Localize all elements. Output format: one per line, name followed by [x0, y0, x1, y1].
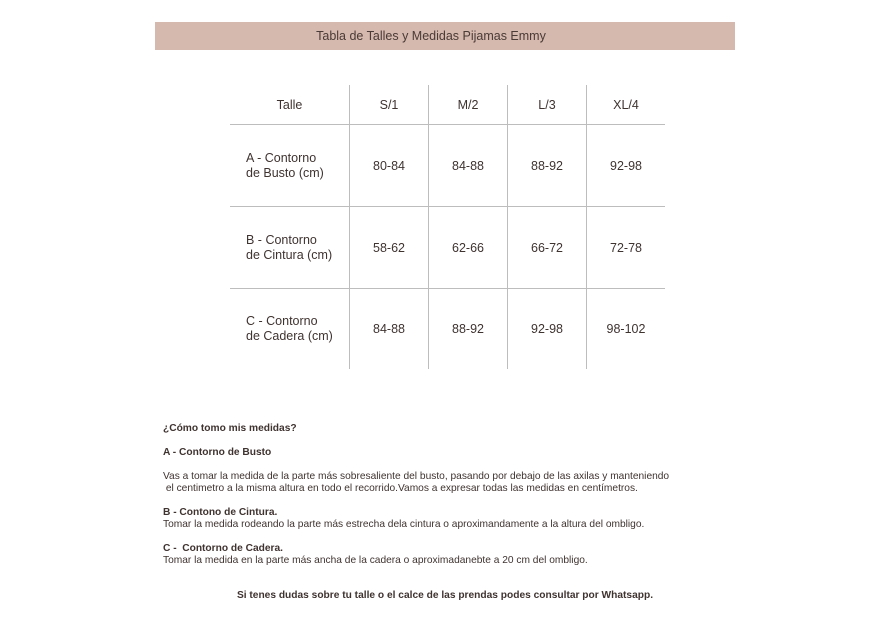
table-cell: 92-98 [587, 125, 666, 207]
row-label-line: de Cintura (cm) [246, 247, 333, 262]
row-label-cintura [230, 207, 350, 289]
table-cell: 66-72 [508, 207, 587, 289]
section-b-title: B - Contono de Cintura. [163, 507, 278, 518]
section-a-text-line1: Vas a tomar la medida de la parte más sobresaliente del busto, pasando por debajo de las axilas y manteniendo [163, 471, 670, 482]
table-cell: 72-78 [587, 207, 666, 289]
table-cell: 80-84 [350, 125, 429, 207]
table-row [230, 207, 665, 289]
table-cell: 92-98 [508, 289, 587, 370]
header-s1: S/1 [350, 85, 429, 125]
title-banner [155, 22, 735, 50]
size-table [230, 85, 665, 369]
table-cell: 98-102 [587, 289, 666, 370]
table-cell: 88-92 [508, 125, 587, 207]
section-b-text: Tomar la medida rodeando la parte más estrecha dela cintura o aproximandamente a la altura del ombligo. [163, 519, 645, 530]
header-talle: Talle [230, 85, 350, 125]
section-a-text-line2: el centimetro a la misma altura en todo el recorrido.Vamos a expresar todas las medidas en centímetros. [163, 483, 638, 494]
page-title: Tabla de Talles y Medidas Pijamas Emmy [316, 29, 546, 43]
header-xl4: XL/4 [587, 85, 666, 125]
instructions-question: ¿Cómo tomo mis medidas? [163, 423, 297, 434]
row-label-line: B - Contorno [246, 232, 317, 247]
row-label-line: de Cadera (cm) [246, 329, 333, 343]
row-label-line: A - Contorno [246, 150, 317, 165]
table-header-row [230, 85, 665, 125]
table-row [230, 125, 665, 207]
row-label-cadera [230, 289, 350, 370]
table-row [230, 289, 665, 370]
section-c-title: C - Contorno de Cadera. [163, 543, 283, 554]
section-a-title: A - Contorno de Busto [163, 447, 272, 458]
table-cell: 62-66 [429, 207, 508, 289]
table-cell: 84-88 [429, 125, 508, 207]
header-m2: M/2 [429, 85, 508, 125]
table-cell: 88-92 [429, 289, 508, 370]
table-cell: 84-88 [350, 289, 429, 370]
whatsapp-note: Si tenes dudas sobre tu talle o el calce de las prendas podes consultar por Whatsapp. [236, 590, 654, 601]
header-l3: L/3 [508, 85, 587, 125]
table-cell: 58-62 [350, 207, 429, 289]
row-label-line: de Busto (cm) [246, 165, 324, 180]
row-label-busto [230, 125, 350, 207]
measuring-instructions [163, 423, 753, 567]
row-label-line: C - Contorno [246, 314, 318, 328]
section-c-text: Tomar la medida en la parte más ancha de la cadera o aproximadanebte a 20 cm del ombligo. [163, 555, 588, 566]
